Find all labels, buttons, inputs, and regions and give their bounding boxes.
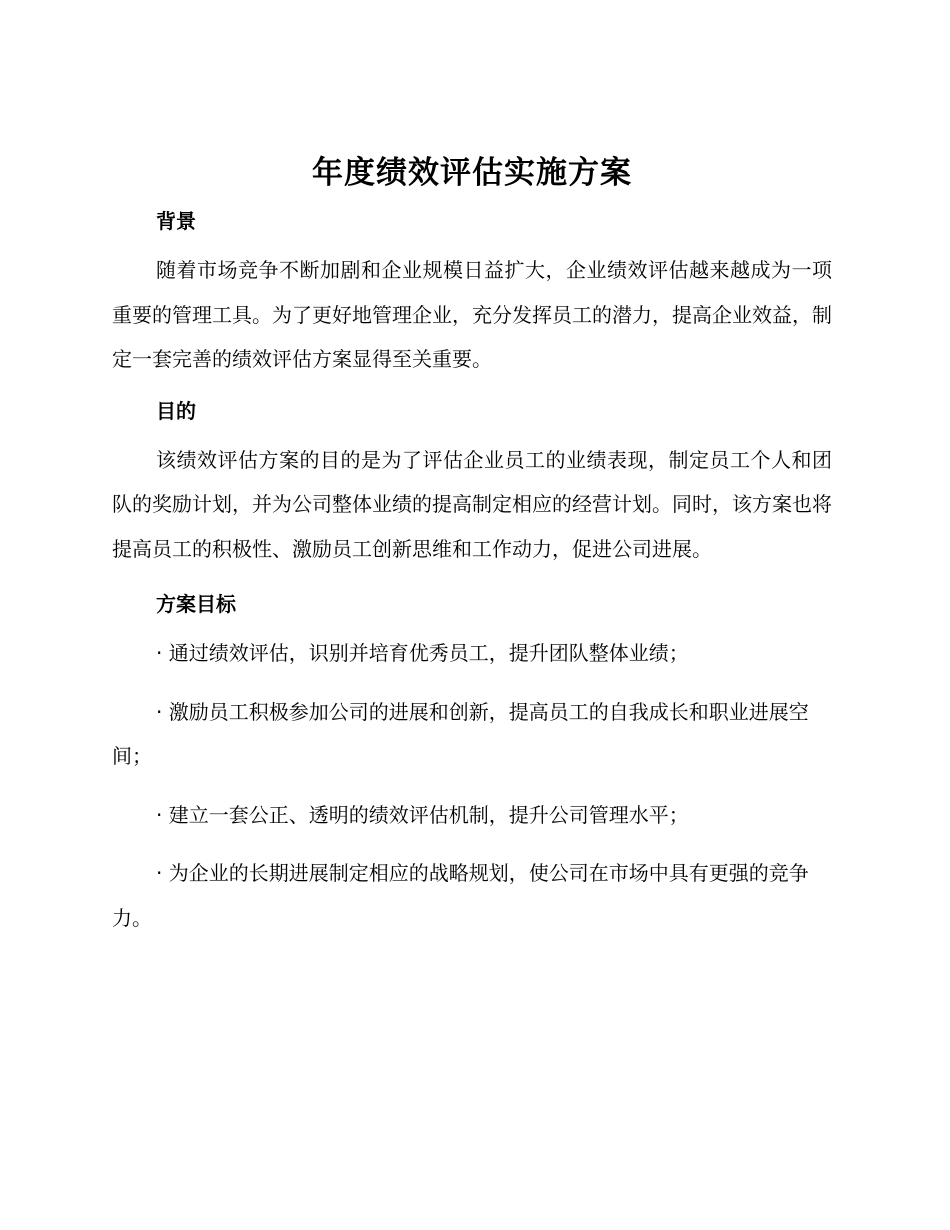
section-heading-background: 背景: [156, 209, 196, 233]
document-page: [112, 150, 832, 940]
goal-bullet-item: · 激励员工积极参加公司的进展和创新，提高员工的自我成长和职业进展空间；: [112, 699, 809, 768]
purpose-paragraph: 该绩效评估方案的目的是为了评估企业员工的业绩表现，制定员工个人和团队的奖励计划，并为公司整体业绩的提高制定相应的经营计划。同时，该方案也将提高员工的积极性、激励员工创新思维和工作动力，促进公司进展。: [112, 447, 832, 561]
goal-bullet-item: · 为企业的长期进展制定相应的战略规划，使公司在市场中具有更强的竞争力。: [112, 861, 809, 930]
goal-bullet-item: · 通过绩效评估，识别并培育优秀员工，提升团队整体业绩；: [156, 641, 689, 665]
background-paragraph: 随着市场竞争不断加剧和企业规模日益扩大，企业绩效评估越来越成为一项重要的管理工具。为了更好地管理企业，充分发挥员工的潜力，提高企业效益，制定一套完善的绩效评估方案显得至关重要。: [112, 258, 832, 371]
section-heading-purpose: 目的: [156, 398, 196, 423]
section-heading-goals: 方案目标: [156, 592, 236, 616]
document-title: 年度绩效评估实施方案: [312, 155, 632, 191]
goal-bullet-item: · 建立一套公正、透明的绩效评估机制，提升公司管理水平；: [156, 802, 689, 827]
